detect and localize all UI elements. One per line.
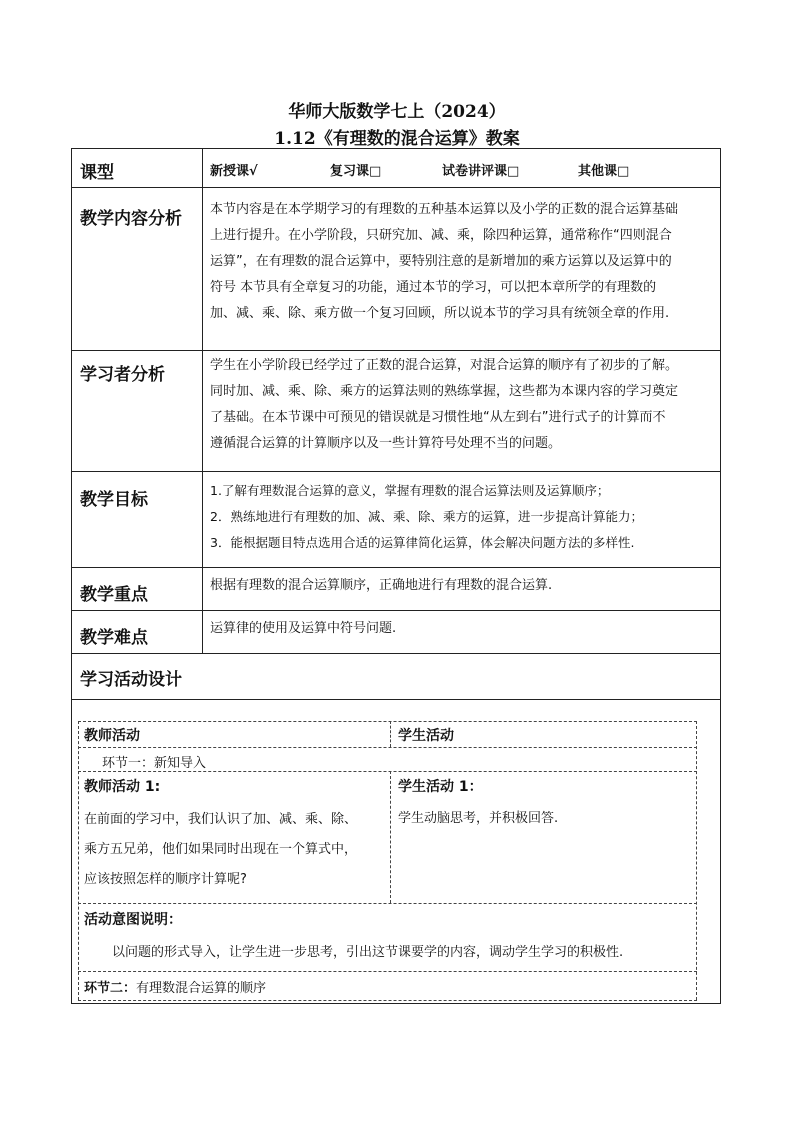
- text-line: 乘方五兄弟，他们如果同时出现在一个算式中，: [84, 842, 358, 857]
- dashed-divider: [78, 903, 697, 904]
- row-divider: [72, 610, 720, 611]
- dashed-divider: [78, 721, 697, 722]
- option-exam-review-lesson: 试卷讲评课□: [442, 164, 520, 179]
- teacher-activity-1-title: 教师活动 1:: [84, 779, 161, 795]
- student-activity-header: 学生活动: [398, 728, 454, 744]
- objective-item: 2．熟练地进行有理数的加、减、乘、除、乘方的运算，进一步提高计算能力；: [210, 509, 643, 524]
- student-activity-1-title: 学生活动 1：: [398, 779, 483, 795]
- text-line: 在前面的学习中，我们认识了加、减、乘、除、: [84, 812, 358, 827]
- activity-design-label: 学习活动设计: [80, 670, 182, 690]
- lesson-type-label: 课型: [80, 163, 114, 183]
- text-line: 遵循混合运算的计算顺序以及一些计算符号处理不当的问题。: [210, 436, 562, 451]
- content-analysis-text: [210, 197, 715, 327]
- row-divider: [72, 653, 720, 654]
- section-two: [84, 977, 266, 996]
- content-analysis-label: 教学内容分析: [80, 209, 182, 229]
- dashed-divider: [78, 721, 79, 1000]
- dashed-divider: [78, 771, 697, 772]
- row-divider: [72, 699, 720, 700]
- text-line: 学生在小学阶段已经学过了正数的混合运算，对混合运算的顺序有了初步的了解。: [210, 358, 679, 373]
- document-title: 华师大版数学七上（2024）: [288, 102, 506, 122]
- teacher-activity-header: 教师活动: [84, 728, 140, 744]
- activity-intent-title: 活动意图说明：: [84, 912, 182, 928]
- text-line: 运算”，在有理数的混合运算中，要特别注意的是新增加的乘方运算以及运算中的: [210, 254, 672, 269]
- option-new-lesson: 新授课√: [210, 164, 258, 179]
- lesson-plan-table: [71, 148, 721, 1004]
- objectives-text: [210, 478, 715, 556]
- difficulties-text: 运算律的使用及运算中符号问题.: [210, 621, 397, 636]
- text-line: 了基础。在本节课中可预见的错误就是习惯性地“从左到右”进行式子的计算而不: [210, 410, 666, 425]
- difficulties-label: 教学难点: [80, 628, 148, 648]
- text-line: 应该按照怎样的顺序计算呢?: [84, 872, 247, 887]
- section-one: 环节一：新知导入: [102, 756, 207, 771]
- row-divider: [72, 471, 720, 472]
- student-activity-1-text: 学生动脑思考，并积极回答.: [398, 811, 559, 826]
- option-review-lesson: 复习课□: [330, 164, 382, 179]
- column-divider: [202, 149, 203, 653]
- key-points-label: 教学重点: [80, 585, 148, 605]
- dashed-divider: [78, 1000, 697, 1001]
- dashed-divider: [78, 747, 697, 748]
- text-line: 上进行提升。在小学阶段，只研究加、减、乘，除四种运算，通常称作“四则混合: [210, 228, 672, 243]
- activity-intent-text: 以问题的形式导入，让学生进一步思考，引出这节课要学的内容，调动学生学习的积极性.: [112, 945, 624, 960]
- dashed-divider: [78, 971, 697, 972]
- dashed-divider: [696, 721, 697, 1000]
- section-two-text: 有理数混合运算的顺序: [136, 981, 267, 996]
- teacher-activity-1-text: [84, 805, 384, 895]
- text-line: 加、减、乘、除、乘方做一个复习回顾，所以说本节的学习具有统领全章的作用.: [210, 306, 670, 321]
- text-line: 符号 本节具有全章复习的功能，通过本节的学习，可以把本章所学的有理数的: [210, 280, 657, 295]
- dashed-divider: [390, 721, 391, 747]
- objective-item: 3．能根据题目特点选用合适的运算律简化运算，体会解决问题方法的多样性.: [210, 535, 635, 550]
- activity-table: [78, 721, 697, 1001]
- lesson-title: 1.12《有理数的混合运算》教案: [274, 129, 520, 149]
- objective-item: 1.了解有理数混合运算的意义，掌握有理数的混合运算法则及运算顺序；: [210, 483, 610, 498]
- option-other-lesson: 其他课□: [578, 164, 630, 179]
- learner-analysis-text: [210, 353, 715, 457]
- text-line: 本节内容是在本学期学习的有理数的五种基本运算以及小学的正数的混合运算基础: [210, 202, 679, 217]
- section-two-label: 环节二：: [84, 981, 137, 996]
- text-line: 同时加、减、乘、除、乘方的运算法则的熟练掌握，这些都为本课内容的学习奠定: [210, 384, 679, 399]
- row-divider: [72, 350, 720, 351]
- key-points-text: 根据有理数的混合运算顺序，正确地进行有理数的混合运算.: [210, 578, 553, 593]
- objectives-label: 教学目标: [80, 490, 148, 510]
- row-divider: [72, 567, 720, 568]
- row-divider: [72, 187, 720, 188]
- learner-analysis-label: 学习者分析: [80, 365, 165, 385]
- dashed-divider: [390, 771, 391, 903]
